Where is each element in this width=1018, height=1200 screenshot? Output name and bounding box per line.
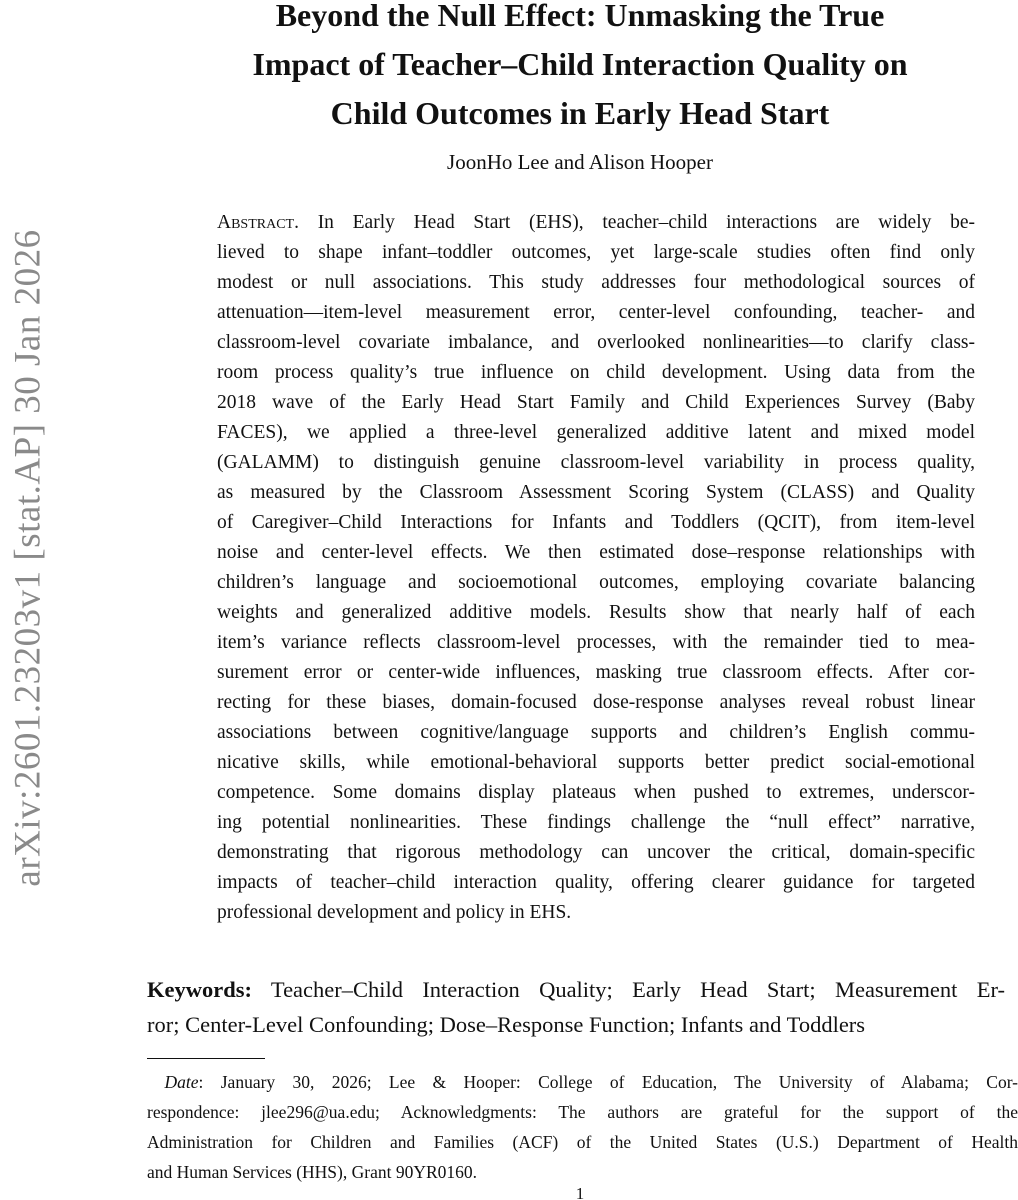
line-text: impacts of teacher–child interaction quality, offering clearer guidance for targeted bbox=[217, 872, 975, 893]
line-text: competence. Some domains display plateaus when pushed to extremes, underscor- bbox=[217, 782, 975, 803]
line-text: demonstrating that rigorous methodology can uncover the critical, domain-specific bbox=[217, 842, 975, 863]
abstract-label: Abstract. bbox=[217, 212, 299, 233]
text-line bbox=[147, 1101, 1018, 1123]
text-line bbox=[147, 1161, 1018, 1183]
line-text: recting for these biases, domain-focused dose-response analyses reveal robust linear bbox=[217, 692, 975, 713]
text-line bbox=[217, 271, 975, 295]
line-text: item’s variance reflects classroom-level processes, with the remainder tied to mea- bbox=[217, 632, 975, 653]
text-line bbox=[217, 721, 975, 745]
line-text: FACES), we applied a three-level generalized additive latent and mixed model bbox=[217, 422, 975, 443]
footnote-rule bbox=[147, 1058, 265, 1059]
text-line bbox=[217, 241, 975, 265]
arxiv-stamp: arXiv:2601.23203v1 [stat.AP] 30 Jan 2026 bbox=[7, 229, 49, 887]
line-text: ror; Center-Level Confounding; Dose–Response Function; Infants and Toddlers bbox=[147, 1012, 866, 1037]
line-text: In Early Head Start (EHS), teacher–child interactions are widely be- bbox=[298, 212, 975, 233]
line-text: Administration for Children and Families (ACF) of the United States (U.S.) Department of Health bbox=[147, 1132, 1018, 1152]
line-text: and Human Services (HHS), Grant 90YR0160. bbox=[147, 1162, 478, 1182]
line-text: associations between cognitive/language supports and children’s English commu- bbox=[217, 722, 975, 743]
text-line bbox=[217, 571, 975, 595]
keywords-label: Keywords: bbox=[147, 977, 252, 1002]
text-line bbox=[217, 511, 975, 535]
text-line bbox=[217, 631, 975, 655]
line-text: : January 30, 2026; Lee & Hooper: College of Education, The University of Alabama; Cor- bbox=[198, 1072, 1018, 1092]
text-line bbox=[217, 451, 975, 475]
line-text: attenuation—item-level measurement error, center-level confounding, teacher- and bbox=[217, 302, 975, 323]
text-line bbox=[217, 901, 975, 925]
text-line bbox=[147, 1071, 1018, 1093]
text-line bbox=[147, 1011, 1005, 1039]
text-line bbox=[217, 391, 975, 415]
line-text: professional development and policy in EHS. bbox=[217, 902, 572, 923]
text-line bbox=[217, 211, 975, 235]
text-line bbox=[217, 541, 975, 565]
text-line bbox=[217, 331, 975, 355]
text-line bbox=[217, 601, 975, 625]
line-text: Teacher–Child Interaction Quality; Early Head Start; Measurement Er- bbox=[252, 977, 1005, 1002]
title-line-1: Beyond the Null Effect: Unmasking the True bbox=[275, 0, 885, 33]
line-text: noise and center-level effects. We then estimated dose–response relationships with bbox=[217, 542, 975, 563]
line-text: nicative skills, while emotional-behavioral supports better predict social-emotional bbox=[217, 752, 975, 773]
title-line-2: Impact of Teacher–Child Interaction Quality on bbox=[252, 46, 908, 82]
line-text: 2018 wave of the Early Head Start Family and Child Experiences Survey (Baby bbox=[217, 392, 975, 413]
text-line bbox=[217, 691, 975, 715]
text-line bbox=[217, 781, 975, 805]
line-text: lieved to shape infant–toddler outcomes, yet large-scale studies often find only bbox=[217, 242, 975, 263]
title-line-3: Child Outcomes in Early Head Start bbox=[330, 95, 830, 131]
text-line bbox=[217, 661, 975, 685]
line-text: modest or null associations. This study addresses four methodological sources of bbox=[217, 272, 975, 293]
page-number: 1 bbox=[575, 1184, 585, 1200]
text-line bbox=[217, 481, 975, 505]
line-text: classroom-level covariate imbalance, and overlooked nonlinearities—to clarify class- bbox=[217, 332, 975, 353]
text-line bbox=[217, 421, 975, 445]
text-line bbox=[217, 871, 975, 895]
line-text: room process quality’s true influence on child development. Using data from the bbox=[217, 362, 975, 383]
date-label: Date bbox=[164, 1072, 199, 1092]
footnote-indent bbox=[147, 1072, 199, 1092]
text-line bbox=[217, 751, 975, 775]
text-line bbox=[217, 361, 975, 385]
text-line bbox=[217, 811, 975, 835]
line-text: (GALAMM) to distinguish genuine classroom-level variability in process quality, bbox=[217, 452, 975, 473]
text-line bbox=[147, 1131, 1018, 1153]
line-text: as measured by the Classroom Assessment Scoring System (CLASS) and Quality bbox=[217, 482, 975, 503]
text-line bbox=[147, 976, 1005, 1004]
line-text: children’s language and socioemotional outcomes, employing covariate balancing bbox=[217, 572, 975, 593]
line-text: surement error or center-wide influences, masking true classroom effects. After cor- bbox=[217, 662, 975, 683]
line-text: of Caregiver–Child Interactions for Infants and Toddlers (QCIT), from item-level bbox=[217, 512, 975, 533]
text-line bbox=[217, 301, 975, 325]
authors: JoonHo Lee and Alison Hooper bbox=[447, 150, 713, 174]
text-line bbox=[217, 841, 975, 865]
line-text: respondence: jlee296@ua.edu; Acknowledgments: The authors are grateful for the support of the bbox=[147, 1102, 1018, 1122]
line-text: ing potential nonlinearities. These findings challenge the “null effect” narrative, bbox=[217, 812, 975, 833]
line-text: weights and generalized additive models. Results show that nearly half of each bbox=[217, 602, 975, 623]
